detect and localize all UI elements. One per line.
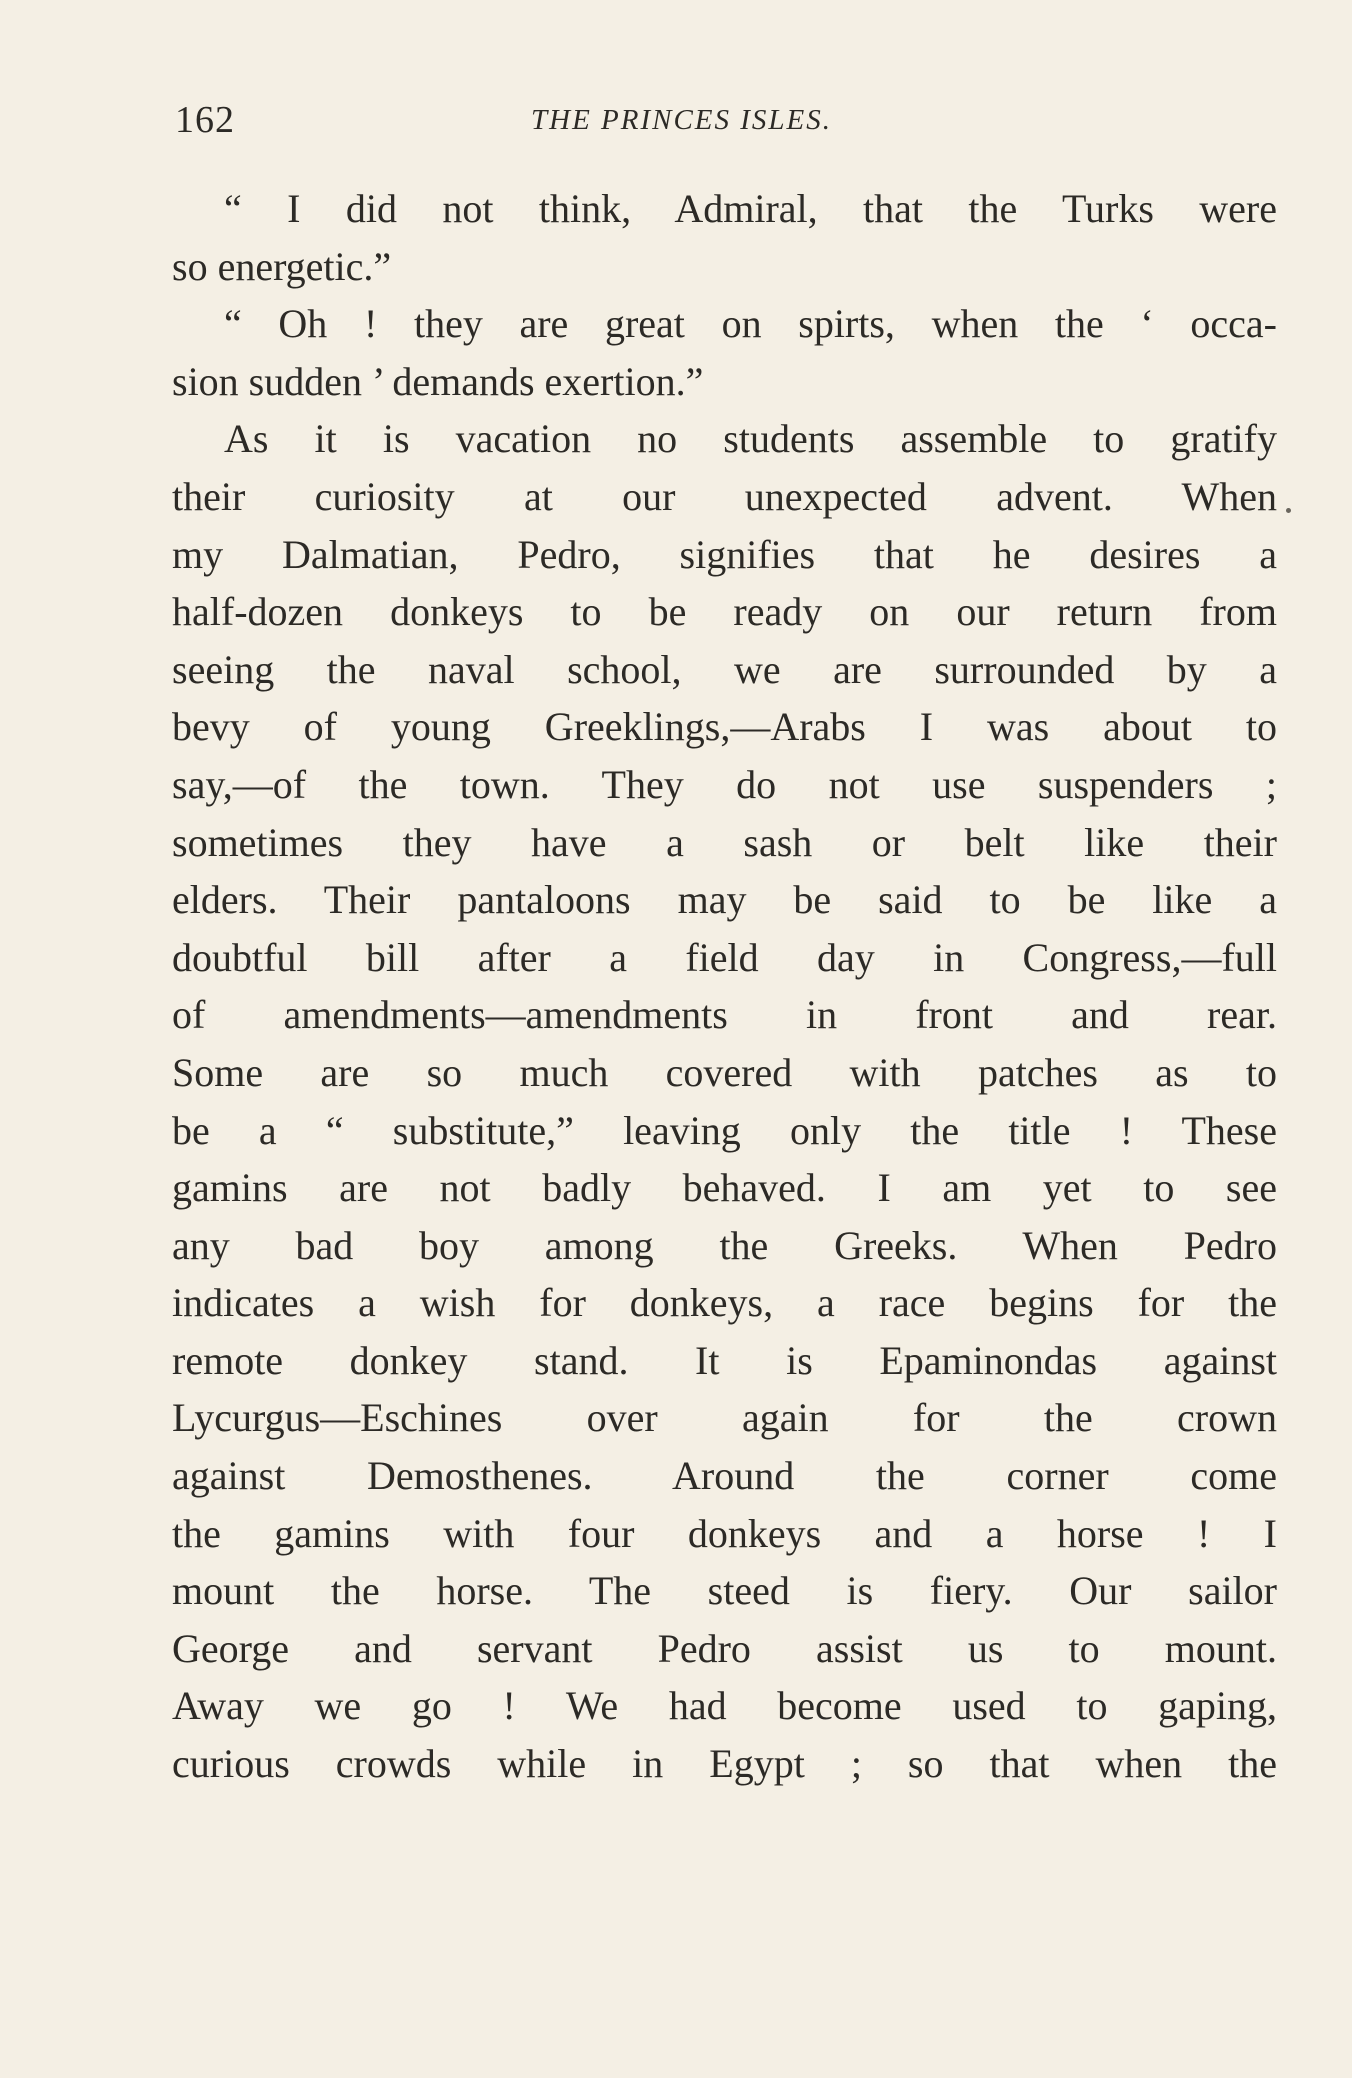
text-line: “ I did not think, Admiral, that the Turks were (224, 186, 1277, 231)
text-line: sion sudden ’ demands exertion.” (172, 358, 704, 404)
text-line: seeing the naval school, we are surrounded by a (172, 646, 1277, 692)
text-line: remote donkey stand. It is Epaminondas against (172, 1337, 1277, 1383)
text-line: George and servant Pedro assist us to mount. (172, 1625, 1277, 1671)
text-line: doubtful bill after a field day in Congress,—full (172, 934, 1277, 980)
text-line: Away we go ! We had become used to gaping, (172, 1683, 1277, 1729)
body-text (172, 180, 1277, 1793)
text-line: elders. Their pantaloons may be said to be like a (172, 877, 1277, 923)
text-line: their curiosity at our unexpected advent. When (172, 473, 1277, 519)
text-line: the gamins with four donkeys and a horse ! I (172, 1510, 1277, 1556)
text-line: of amendments—amendments in front and rear. (172, 992, 1277, 1038)
page-number: 162 (175, 99, 235, 141)
text-line: so energetic.” (172, 243, 392, 289)
running-head: THE PRINCES ISLES. (531, 104, 833, 136)
text-line: any bad boy among the Greeks. When Pedro (172, 1222, 1277, 1268)
text-line: mount the horse. The steed is fiery. Our sailor (172, 1568, 1277, 1614)
text-line: bevy of young Greeklings,—Arabs I was about to (172, 704, 1277, 750)
text-line: Some are so much covered with patches as to (172, 1049, 1277, 1095)
text-line: half-dozen donkeys to be ready on our return from (172, 589, 1277, 635)
text-line: sometimes they have a sash or belt like their (172, 819, 1277, 865)
page-header (175, 98, 1275, 158)
text-line: Lycurgus—Eschines over again for the crown (172, 1395, 1277, 1441)
text-line: indicates a wish for donkeys, a race begins for the (172, 1280, 1277, 1326)
text-line: gamins are not badly behaved. I am yet to see (172, 1165, 1277, 1211)
text-line: curious crowds while in Egypt ; so that when the (172, 1741, 1277, 1787)
text-line: against Demosthenes. Around the corner come (172, 1453, 1277, 1499)
text-line: say,—of the town. They do not use suspenders ; (172, 761, 1277, 807)
text-line: “ Oh ! they are great on spirts, when the ‘ occa- (224, 301, 1277, 347)
text-line: my Dalmatian, Pedro, signifies that he desires a (172, 531, 1277, 577)
text-line: be a “ substitute,” leaving only the title ! These (172, 1107, 1277, 1153)
text-line: As it is vacation no students assemble to gratify (224, 416, 1277, 462)
margin-dot-mark (1286, 508, 1291, 513)
